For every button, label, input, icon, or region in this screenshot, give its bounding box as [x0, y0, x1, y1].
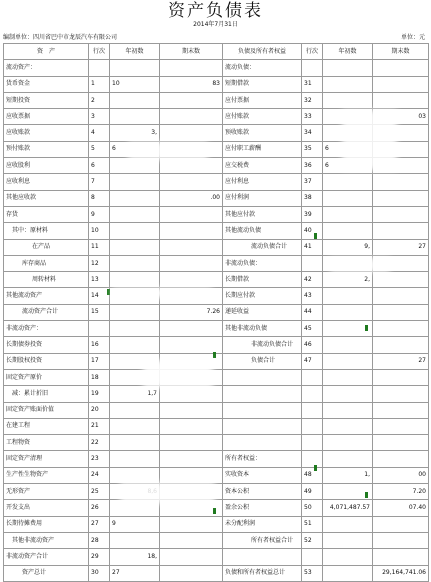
liability-opening: [323, 532, 373, 548]
redaction-blur: [112, 288, 212, 298]
asset-line-no: 3: [89, 109, 110, 125]
table-row: [4, 239, 429, 255]
liability-opening: [323, 418, 373, 434]
liability-closing: [373, 304, 429, 320]
asset-label: 固定资产账面价值: [4, 402, 89, 418]
liability-label: 应付账款: [223, 109, 302, 125]
table-row: [4, 206, 429, 222]
asset-opening: [110, 60, 160, 76]
liability-opening: [323, 353, 373, 369]
asset-closing: [160, 386, 223, 402]
asset-label: 固定资产清理: [4, 451, 89, 467]
liability-label: 递延收益: [223, 304, 302, 320]
asset-label: 非流动资产：: [4, 321, 89, 337]
table-row: [4, 435, 429, 451]
column-header: 负债及所有者权益: [223, 44, 302, 60]
liability-label: 未分配利润: [223, 516, 302, 532]
liability-label: 其他非流动负债: [223, 321, 302, 337]
liability-line-no: [302, 386, 323, 402]
asset-line-no: 20: [89, 402, 110, 418]
liability-closing: [373, 451, 429, 467]
liability-opening: [323, 337, 373, 353]
asset-line-no: 29: [89, 549, 110, 565]
liability-label: 所有者权益合计: [223, 532, 302, 548]
currency-unit: 单位：元: [400, 34, 425, 41]
asset-label: 应收股利: [4, 158, 89, 174]
asset-opening: 1,7: [110, 386, 160, 402]
table-row: [4, 565, 429, 581]
asset-line-no: 9: [89, 206, 110, 222]
liability-closing: [373, 532, 429, 548]
asset-label: 存货: [4, 206, 89, 222]
liability-opening: [323, 451, 373, 467]
liability-label: 非流动负债：: [223, 255, 302, 271]
asset-closing: [160, 272, 223, 288]
liability-line-no: 32: [302, 92, 323, 108]
asset-opening: [110, 255, 160, 271]
liability-label: 所有者权益：: [223, 451, 302, 467]
liability-opening: [323, 304, 373, 320]
liability-label: 应付票据: [223, 92, 302, 108]
asset-opening: [110, 451, 160, 467]
asset-opening: 6: [110, 141, 160, 157]
column-header: 资 产: [4, 44, 89, 60]
liability-opening: [323, 174, 373, 190]
asset-label: 无形资产: [4, 484, 89, 500]
table-row: [4, 467, 429, 483]
table-row: [4, 418, 429, 434]
liability-closing: [373, 549, 429, 565]
comment-marker: [213, 508, 216, 514]
asset-label: 应收账款: [4, 125, 89, 141]
liability-label: 流动负债：: [223, 60, 302, 76]
asset-label: 其他流动资产: [4, 288, 89, 304]
liability-line-no: [302, 451, 323, 467]
table-row: [4, 288, 429, 304]
asset-line-no: 21: [89, 418, 110, 434]
liability-closing: [373, 337, 429, 353]
asset-closing: [160, 125, 223, 141]
liability-line-no: [302, 402, 323, 418]
asset-label: 应收票据: [4, 109, 89, 125]
asset-opening: 10: [110, 76, 160, 92]
liability-line-no: 35: [302, 141, 323, 157]
liability-line-no: [302, 255, 323, 271]
asset-label: 货币资金: [4, 76, 89, 92]
asset-line-no: 12: [89, 255, 110, 271]
asset-closing: [160, 418, 223, 434]
asset-closing: [160, 92, 223, 108]
liability-line-no: 42: [302, 272, 323, 288]
table-row: [4, 223, 429, 239]
table-row: [4, 190, 429, 206]
asset-line-no: 26: [89, 500, 110, 516]
asset-opening: 9: [110, 516, 160, 532]
asset-closing: [160, 239, 223, 255]
comment-marker: [365, 492, 368, 498]
asset-closing: [160, 549, 223, 565]
asset-line-no: 10: [89, 223, 110, 239]
column-header: 行次: [302, 44, 323, 60]
asset-closing: 7.26: [160, 304, 223, 320]
asset-label: 长期债券投资: [4, 337, 89, 353]
asset-opening: [110, 174, 160, 190]
asset-opening: [110, 158, 160, 174]
asset-label: 非流动资产合计: [4, 549, 89, 565]
asset-line-no: 7: [89, 174, 110, 190]
liability-opening: [323, 288, 373, 304]
liability-label: 短期借款: [223, 76, 302, 92]
liability-line-no: 48: [302, 467, 323, 483]
liability-opening: [323, 402, 373, 418]
liability-closing: [373, 516, 429, 532]
liability-line-no: 45: [302, 321, 323, 337]
asset-opening: [110, 402, 160, 418]
asset-line-no: 16: [89, 337, 110, 353]
asset-label: 应收利息: [4, 174, 89, 190]
asset-line-no: 19: [89, 386, 110, 402]
asset-label: 周转材料: [4, 272, 89, 288]
asset-closing: [160, 402, 223, 418]
table-row: [4, 353, 429, 369]
liability-line-no: 39: [302, 206, 323, 222]
liability-closing: [373, 369, 429, 385]
liability-label: [223, 435, 302, 451]
asset-line-no: 27: [89, 516, 110, 532]
column-header: 期末数: [373, 44, 429, 60]
asset-opening: [110, 223, 160, 239]
liability-label: [223, 418, 302, 434]
report-title: 资产负债表: [168, 1, 263, 21]
asset-opening: [110, 92, 160, 108]
asset-line-no: 2: [89, 92, 110, 108]
asset-opening: [110, 109, 160, 125]
table-row: [4, 304, 429, 320]
liability-opening: 6: [323, 141, 373, 157]
asset-line-no: 30: [89, 565, 110, 581]
asset-line-no: 23: [89, 451, 110, 467]
liability-opening: [323, 369, 373, 385]
asset-closing: [160, 516, 223, 532]
liability-line-no: 47: [302, 353, 323, 369]
liability-label: [223, 386, 302, 402]
liability-label: 流动负债合计: [223, 239, 302, 255]
liability-opening: [323, 386, 373, 402]
asset-label: 短期投资: [4, 92, 89, 108]
column-header: 年初数: [110, 44, 160, 60]
asset-line-no: 6: [89, 158, 110, 174]
table-row: [4, 369, 429, 385]
liability-line-no: 52: [302, 532, 323, 548]
liability-line-no: [302, 418, 323, 434]
asset-closing: [160, 60, 223, 76]
table-row: [4, 451, 429, 467]
asset-opening: 27: [110, 565, 160, 581]
asset-closing: [160, 321, 223, 337]
asset-label: 其他非流动资产: [4, 532, 89, 548]
liability-closing: [373, 386, 429, 402]
asset-label: 固定资产原价: [4, 369, 89, 385]
asset-opening: [110, 532, 160, 548]
liability-closing: 29,164,741.06: [373, 565, 429, 581]
liability-closing: [373, 174, 429, 190]
asset-line-no: 18: [89, 369, 110, 385]
asset-line-no: 4: [89, 125, 110, 141]
liability-closing: 03: [373, 109, 429, 125]
asset-label: 生产性生物资产: [4, 467, 89, 483]
asset-opening: 3,: [110, 125, 160, 141]
asset-closing: [160, 435, 223, 451]
liability-opening: 4,071,487.57: [323, 500, 373, 516]
asset-line-no: 1: [89, 76, 110, 92]
liability-label: [223, 369, 302, 385]
table-row: [4, 76, 429, 92]
liability-closing: [373, 190, 429, 206]
asset-opening: [110, 321, 160, 337]
table-row: [4, 174, 429, 190]
liability-opening: [323, 435, 373, 451]
table-row: [4, 60, 429, 76]
asset-label: 长期待摊费用: [4, 516, 89, 532]
liability-label: 长期应付款: [223, 288, 302, 304]
liability-line-no: 44: [302, 304, 323, 320]
asset-closing: [160, 451, 223, 467]
asset-closing: [160, 532, 223, 548]
liability-closing: 27: [373, 239, 429, 255]
asset-label: 流动资产：: [4, 60, 89, 76]
liability-opening: [323, 516, 373, 532]
asset-closing: [160, 158, 223, 174]
redaction-blur: [143, 360, 213, 388]
liability-line-no: 49: [302, 484, 323, 500]
liability-label: 应付利润: [223, 190, 302, 206]
liability-line-no: 51: [302, 516, 323, 532]
column-header: 行次: [89, 44, 110, 60]
asset-line-no: 24: [89, 467, 110, 483]
asset-closing: [160, 255, 223, 271]
asset-line-no: 22: [89, 435, 110, 451]
liability-closing: 27: [373, 353, 429, 369]
asset-label: 其中：原材料: [4, 223, 89, 239]
report-date: 2014年7月31日: [193, 21, 238, 28]
liability-closing: [373, 402, 429, 418]
asset-closing: [160, 174, 223, 190]
asset-label: 其他应收款: [4, 190, 89, 206]
liability-label: 盈余公积: [223, 500, 302, 516]
asset-closing: [160, 206, 223, 222]
liability-closing: [373, 418, 429, 434]
table-row: [4, 92, 429, 108]
comment-marker: [314, 233, 317, 239]
liability-label: 应付职工薪酬: [223, 141, 302, 157]
asset-line-no: 11: [89, 239, 110, 255]
liability-line-no: [302, 549, 323, 565]
liability-closing: [373, 435, 429, 451]
asset-label: 资产总计: [4, 565, 89, 581]
table-row: [4, 386, 429, 402]
liability-line-no: 46: [302, 337, 323, 353]
asset-opening: [110, 418, 160, 434]
asset-opening: [110, 272, 160, 288]
asset-opening: [110, 239, 160, 255]
liability-label: 长期借款: [223, 272, 302, 288]
asset-opening: [110, 337, 160, 353]
liability-closing: [373, 76, 429, 92]
table-row: [4, 516, 429, 532]
comment-marker: [365, 325, 368, 331]
asset-label: 工程物资: [4, 435, 89, 451]
asset-closing: [160, 337, 223, 353]
liability-label: 其他应付款: [223, 206, 302, 222]
liability-closing: 7.20: [373, 484, 429, 500]
asset-line-no: [89, 60, 110, 76]
liability-closing: [373, 321, 429, 337]
redaction-blur: [342, 110, 397, 170]
liability-opening: 1,: [323, 467, 373, 483]
table-row: [4, 549, 429, 565]
asset-line-no: 14: [89, 288, 110, 304]
liability-label: 应付利息: [223, 174, 302, 190]
liability-closing: [373, 272, 429, 288]
liability-opening: [323, 223, 373, 239]
liability-label: 非流动负债合计: [223, 337, 302, 353]
asset-label: 在建工程: [4, 418, 89, 434]
liability-opening: 2,: [323, 272, 373, 288]
asset-label: 长期股权投资: [4, 353, 89, 369]
liability-closing: [373, 92, 429, 108]
liability-opening: [323, 549, 373, 565]
liability-opening: [323, 206, 373, 222]
asset-line-no: 17: [89, 353, 110, 369]
asset-opening: [110, 190, 160, 206]
asset-line-no: 15: [89, 304, 110, 320]
liability-opening: [323, 76, 373, 92]
liability-opening: [323, 565, 373, 581]
liability-line-no: 53: [302, 565, 323, 581]
liability-label: 应交税费: [223, 158, 302, 174]
asset-label: 库存商品: [4, 255, 89, 271]
liability-closing: 00: [373, 467, 429, 483]
column-header: 期末数: [160, 44, 223, 60]
liability-line-no: 31: [302, 76, 323, 92]
liability-label: 预收账款: [223, 125, 302, 141]
liability-line-no: 41: [302, 239, 323, 255]
liability-line-no: [302, 60, 323, 76]
liability-line-no: 33: [302, 109, 323, 125]
liability-opening: 9,: [323, 239, 373, 255]
liability-opening: [323, 190, 373, 206]
table-row: [4, 500, 429, 516]
asset-label: 开发支出: [4, 500, 89, 516]
liability-line-no: 37: [302, 174, 323, 190]
asset-label: 预付账款: [4, 141, 89, 157]
header-row: [4, 44, 429, 60]
preparer-unit: 编制单位：四川省巴中市龙辰汽车有限公司: [3, 34, 118, 41]
liability-line-no: [302, 369, 323, 385]
comment-marker: [314, 465, 317, 471]
liability-label: 负债和所有者权益总计: [223, 565, 302, 581]
asset-opening: [110, 206, 160, 222]
asset-closing: [160, 565, 223, 581]
table-row: [4, 272, 429, 288]
liability-line-no: [302, 435, 323, 451]
liability-label: [223, 549, 302, 565]
liability-label: 实收资本: [223, 467, 302, 483]
comment-marker: [107, 289, 110, 295]
asset-line-no: [89, 321, 110, 337]
asset-closing: [160, 109, 223, 125]
liability-label: 资本公积: [223, 484, 302, 500]
table-row: [4, 337, 429, 353]
liability-closing: [373, 60, 429, 76]
liability-line-no: 40: [302, 223, 323, 239]
asset-label: 在产品: [4, 239, 89, 255]
liability-label: 其他流动负债: [223, 223, 302, 239]
asset-label: 减：累计折旧: [4, 386, 89, 402]
liability-line-no: 43: [302, 288, 323, 304]
liability-label: 负债合计: [223, 353, 302, 369]
asset-opening: [110, 304, 160, 320]
table-row: [4, 532, 429, 548]
asset-closing: [160, 223, 223, 239]
asset-opening: [110, 435, 160, 451]
redaction-blur: [128, 142, 208, 160]
asset-line-no: 28: [89, 532, 110, 548]
liability-closing: [373, 206, 429, 222]
liability-closing: [373, 223, 429, 239]
table-row: [4, 402, 429, 418]
asset-line-no: 8: [89, 190, 110, 206]
asset-line-no: 5: [89, 141, 110, 157]
liability-opening: [323, 60, 373, 76]
asset-line-no: 25: [89, 484, 110, 500]
asset-opening: 18,: [110, 549, 160, 565]
column-header: 年初数: [323, 44, 373, 60]
redaction-blur: [330, 258, 390, 272]
asset-label: 流动资产合计: [4, 304, 89, 320]
liability-closing: 07.40: [373, 500, 429, 516]
liability-line-no: 50: [302, 500, 323, 516]
asset-closing: 83: [160, 76, 223, 92]
asset-closing: .00: [160, 190, 223, 206]
liability-line-no: 36: [302, 158, 323, 174]
liability-closing: [373, 288, 429, 304]
asset-line-no: 13: [89, 272, 110, 288]
liability-opening: 6: [323, 158, 373, 174]
liability-opening: [323, 92, 373, 108]
liability-line-no: 38: [302, 190, 323, 206]
comment-marker: [213, 352, 216, 358]
liability-label: [223, 402, 302, 418]
redaction-blur: [120, 482, 215, 504]
liability-line-no: 34: [302, 125, 323, 141]
